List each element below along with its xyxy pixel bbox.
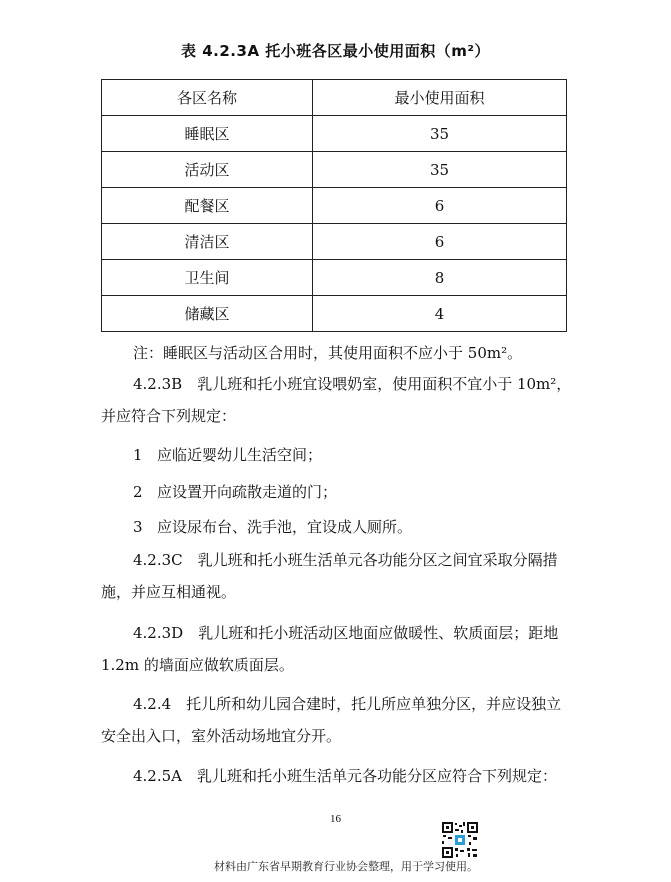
list-item-number: 2 <box>133 483 143 501</box>
list-item-text: 应设尿布台、洗手池，宜设成人厕所。 <box>157 518 413 536</box>
list-item <box>133 444 322 465</box>
clause-line: 并应符合下列规定： <box>101 407 237 425</box>
table-row <box>102 116 567 152</box>
clause-4-2-4 <box>101 688 571 752</box>
clause-4-2-5a <box>101 760 571 792</box>
table-caption: 表 4.2.3A 托小班各区最小使用面积（m²） <box>181 42 490 60</box>
table-header-row <box>102 80 567 116</box>
area-name-cell: 睡眠区 <box>102 116 313 152</box>
footer-text: 材料由广东省早期教育行业协会整理，用于学习使用。 <box>214 860 478 873</box>
clause-line: 1.2m 的墙面应做软质面层。 <box>101 656 294 674</box>
clause-4-2-3b <box>101 368 571 432</box>
area-name-cell: 配餐区 <box>102 188 313 224</box>
clause-line: 4.2.5A 乳儿班和托小班生活单元各功能分区应符合下列规定： <box>133 767 558 785</box>
header-min-area: 最小使用面积 <box>313 80 567 116</box>
clause-line: 安全出入口，室外活动场地宜分开。 <box>101 727 342 745</box>
area-value-cell: 35 <box>313 152 567 188</box>
clause-line: 4.2.3B 乳儿班和托小班宜设喂奶室，使用面积不宜小于 10m²， <box>133 375 572 393</box>
min-area-table <box>101 79 567 332</box>
clause-4-2-3c <box>101 544 571 608</box>
list-item-text: 应设置开向疏散走道的门； <box>157 483 338 501</box>
clause-4-2-3d <box>101 617 571 681</box>
table-row <box>102 224 567 260</box>
clause-line: 施，并应互相通视。 <box>101 583 237 601</box>
table-note: 注：睡眠区与活动区合用时，其使用面积不应小于 50m²。 <box>133 344 523 362</box>
area-value-cell: 6 <box>313 188 567 224</box>
qr-code-icon <box>441 821 479 859</box>
list-item-number: 1 <box>133 446 143 464</box>
area-name-cell: 清洁区 <box>102 224 313 260</box>
clause-line: 4.2.3D 乳儿班和托小班活动区地面应做暖性、软质面层；距地 <box>133 624 559 642</box>
area-name-cell: 卫生间 <box>102 260 313 296</box>
clause-line: 4.2.3C 乳儿班和托小班生活单元各功能分区之间宜采取分隔措 <box>133 551 558 569</box>
clause-line: 4.2.4 托儿所和幼儿园合建时，托儿所应单独分区，并应设独立 <box>133 695 562 713</box>
area-value-cell: 35 <box>313 116 567 152</box>
area-value-cell: 8 <box>313 260 567 296</box>
header-area-name: 各区名称 <box>102 80 313 116</box>
area-value-cell: 4 <box>313 296 567 332</box>
table-row <box>102 296 567 332</box>
area-name-cell: 活动区 <box>102 152 313 188</box>
list-item-text: 应临近婴幼儿生活空间； <box>157 446 323 464</box>
table-row <box>102 152 567 188</box>
table-row <box>102 188 567 224</box>
list-item-number: 3 <box>133 518 143 536</box>
area-name-cell: 储藏区 <box>102 296 313 332</box>
table-row <box>102 260 567 296</box>
page-number: 16 <box>330 813 341 825</box>
area-value-cell: 6 <box>313 224 567 260</box>
list-item <box>133 481 337 502</box>
list-item <box>133 516 412 537</box>
